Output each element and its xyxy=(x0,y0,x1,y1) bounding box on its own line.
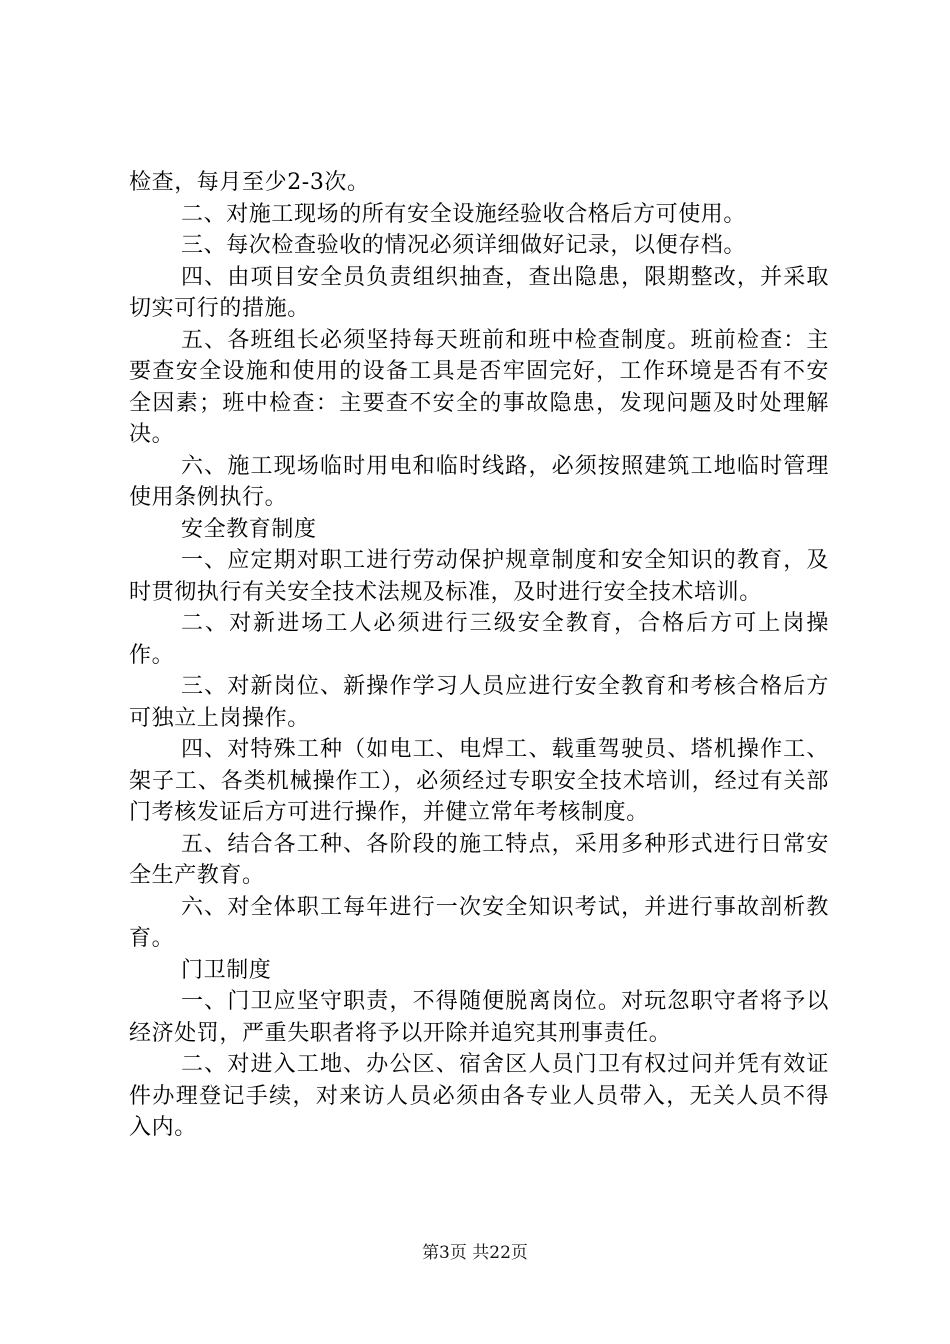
paragraph: 三、每次检查验收的情况必须详细做好记录，以便存档。 xyxy=(181,233,747,258)
paragraph: 四、对特殊工种（如电工、电焊工、载重驾驶员、塔机操作工、架子工、各类机械操作工），必须经过专职安全技术培训，经过有关部门考核发证后方可进行操作，并健立常年考核制度。 xyxy=(129,737,829,825)
paragraph: 二、对新进场工人必须进行三级安全教育，合格后方可上岗操作。 xyxy=(129,611,829,668)
paragraph: 四、由项目安全员负责组织抽查，查出隐患，限期整改，并采取切实可行的措施。 xyxy=(129,264,829,321)
paragraph: 三、对新岗位、新操作学习人员应进行安全教育和考核合格后方可独立上岗操作。 xyxy=(129,674,829,731)
paragraph: 五、各班组长必须坚持每天班前和班中检查制度。班前检查：主要查安全设施和使用的设备工具是否牢固完好，工作环境是否有不安全因素；班中检查：主要查不安全的事故隐患，发现问题及时处理解决。 xyxy=(129,327,829,447)
paragraph: 一、门卫应坚守职责，不得随便脱离岗位。对玩忽职守者将予以经济处罚，严重失职者将予以开除并追究其刑事责任。 xyxy=(129,989,829,1046)
paragraph: 检查，每月至少2-3次。 xyxy=(129,170,370,195)
paragraph: 二、对进入工地、办公区、宿舍区人员门卫有权过问并凭有效证件办理登记手续，对来访人员必须由各专业人员带入，无关人员不得入内。 xyxy=(129,1052,829,1140)
paragraph: 二、对施工现场的所有安全设施经验收合格后方可使用。 xyxy=(181,201,747,227)
paragraph: 六、施工现场临时用电和临时线路，必须按照建筑工地临时管理使用条例执行。 xyxy=(129,453,829,510)
paragraph: 六、对全体职工每年进行一次安全知识考试，并进行事故剖析教育。 xyxy=(129,894,829,951)
document-body xyxy=(129,167,829,1144)
paragraph: 一、应定期对职工进行劳动保护规章制度和安全知识的教育，及时贯彻执行有关安全技术法规及标准，及时进行安全技术培训。 xyxy=(129,548,829,605)
section-heading: 门卫制度 xyxy=(181,957,272,983)
page-number-footer: 第3页 共22页 xyxy=(422,1243,528,1263)
section-heading: 安全教育制度 xyxy=(181,516,317,542)
paragraph: 五、结合各工种、各阶段的施工特点，采用多种形式进行日常安全生产教育。 xyxy=(129,831,829,888)
